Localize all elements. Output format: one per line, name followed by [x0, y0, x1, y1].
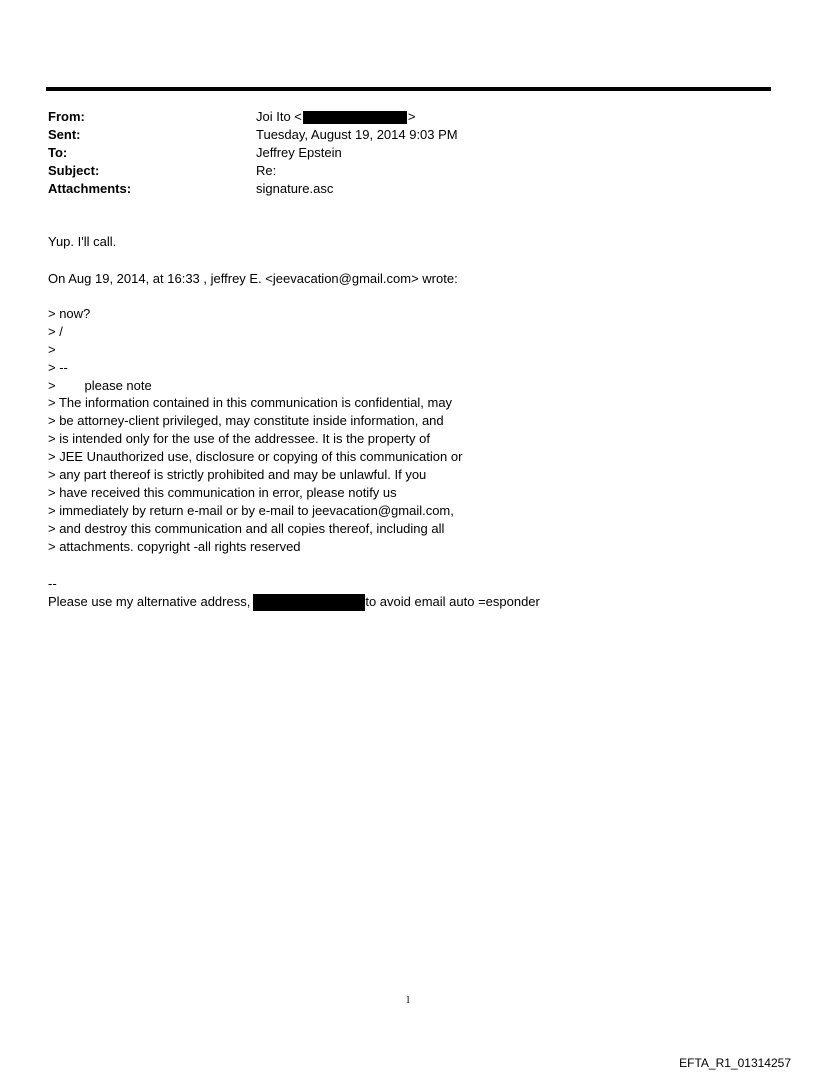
- quoted-line: > please note: [48, 377, 152, 393]
- page-number: 1: [405, 995, 411, 1006]
- quoted-line: > immediately by return e-mail or by e-mail to jeevacation@gmail.com,: [48, 502, 454, 518]
- subject-label: Subject:: [48, 163, 100, 178]
- attachments-label: Attachments:: [48, 181, 132, 196]
- email-header: [48, 108, 748, 198]
- attachment-file: signature.asc: [256, 181, 334, 196]
- to-value: Jeffrey Epstein: [256, 145, 342, 160]
- quoted-line: > --: [48, 359, 68, 375]
- sent-label: Sent:: [48, 127, 81, 142]
- quoted-line: > /: [48, 323, 63, 339]
- quoted-line: > is intended only for the use of the addressee. It is the property of: [48, 431, 430, 447]
- quoted-line: >: [48, 341, 56, 357]
- document-id: EFTA_R1_01314257: [679, 1056, 791, 1070]
- quoted-line: > now?: [48, 306, 91, 321]
- signature-line: [48, 593, 540, 611]
- quoted-line: > and destroy this communication and all copies thereof, including all: [48, 520, 445, 536]
- signature: [48, 575, 540, 611]
- redaction-box: [303, 111, 407, 124]
- quote-intro: On Aug 19, 2014, at 16:33 , jeffrey E. <jeevacation@gmail.com> wrote:: [48, 271, 458, 286]
- sent-row: [48, 126, 748, 144]
- quoted-line: > any part thereof is strictly prohibited and may be unlawful. If you: [48, 467, 427, 483]
- sent-value: Tuesday, August 19, 2014 9:03 PM: [256, 127, 458, 142]
- quoted-message: [48, 305, 462, 555]
- to-row: [48, 144, 748, 162]
- from-value: [256, 108, 415, 126]
- header-rule: [46, 87, 771, 91]
- subject-row: [48, 162, 748, 180]
- subject-value: Re:: [256, 163, 277, 178]
- quoted-line: > be attorney-client privileged, may constitute inside information, and: [48, 413, 444, 429]
- quoted-line: > The information contained in this communication is confidential, may: [48, 395, 453, 411]
- quoted-line: > JEE Unauthorized use, disclosure or copying of this communication or: [48, 449, 463, 465]
- from-name: Joi Ito <: [256, 109, 302, 124]
- from-row: [48, 108, 748, 126]
- to-label: To:: [48, 145, 68, 160]
- attachments-row: [48, 180, 748, 198]
- redaction-box: [253, 594, 365, 611]
- quoted-line: > attachments. copyright -all rights reserved: [48, 538, 301, 554]
- signature-separator: --: [48, 576, 57, 591]
- reply-text: Yup. I'll call.: [48, 234, 117, 249]
- signature-text-after: to avoid email auto =esponder: [365, 594, 540, 609]
- quoted-line: > have received this communication in error, please notify us: [48, 484, 397, 500]
- signature-text-before: Please use my alternative address,: [48, 594, 251, 609]
- from-close-bracket: >: [407, 109, 416, 124]
- from-label: From:: [48, 109, 85, 124]
